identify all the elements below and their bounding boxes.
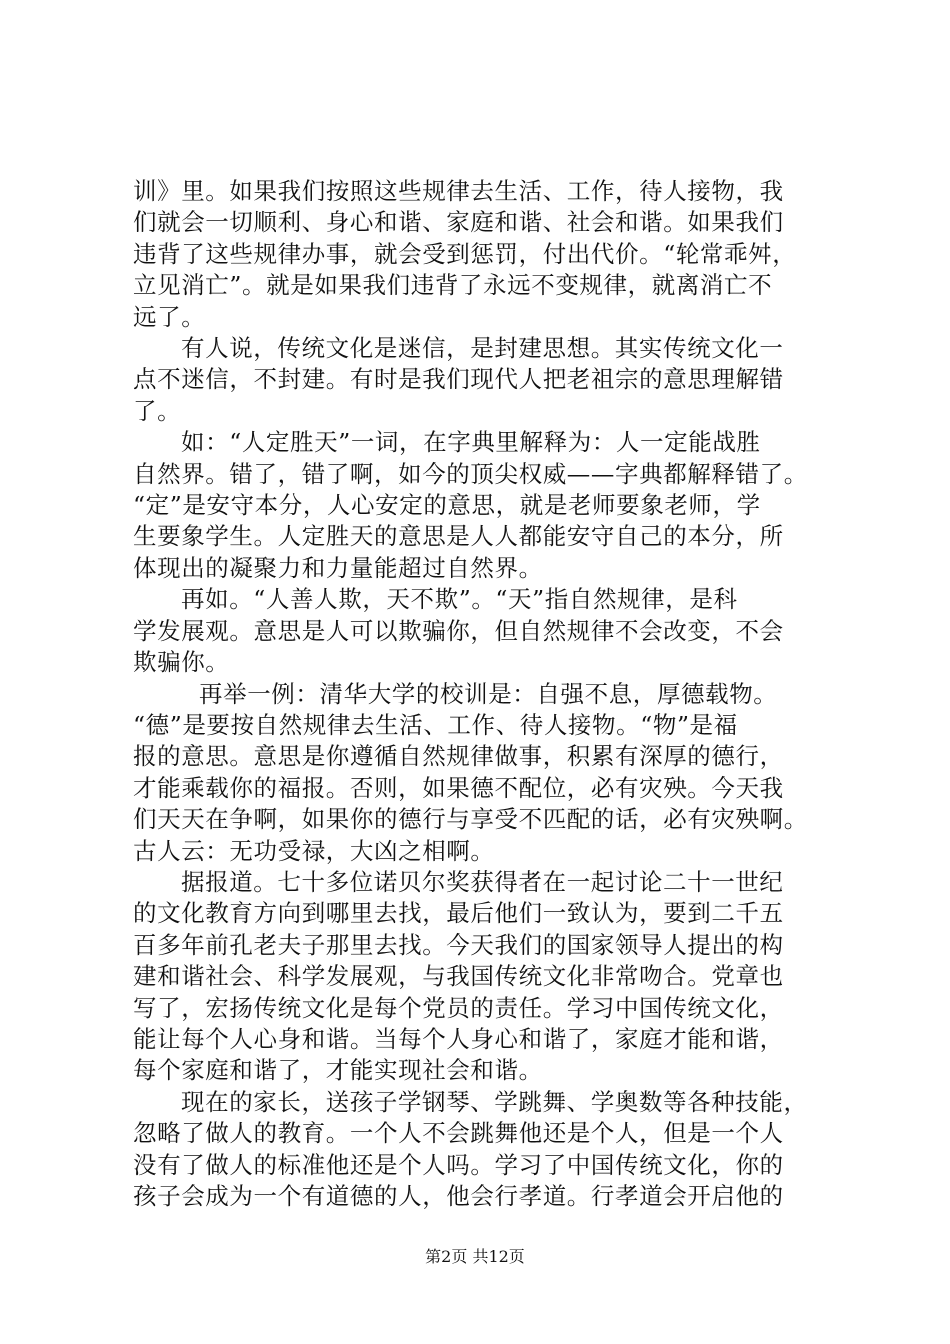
text-line: 忽略了做人的教育。一个人不会跳舞他还是个人，但是一个人 xyxy=(133,1119,784,1148)
text-line: 报的意思。意思是你遵循自然规律做事，积累有深厚的德行， xyxy=(133,742,784,771)
text-line: 每个家庭和谐了，才能实现社会和谐。 xyxy=(133,1056,543,1085)
text-line: 们天天在争啊，如果你的德行与享受不匹配的话，必有灾殃啊。 xyxy=(133,805,808,834)
text-line: 百多年前孔老夫子那里去找。今天我们的国家领导人提出的构 xyxy=(133,930,784,959)
document-body xyxy=(133,176,829,1212)
text-line: 了。 xyxy=(133,396,182,425)
text-line: 没有了做人的标准他还是个人吗。学习了中国传统文化，你的 xyxy=(133,1150,784,1179)
page-number-footer: 第2页 共12页 xyxy=(425,1247,525,1266)
text-line: 再如。“人善人欺，天不欺”。“天”指自然规律，是科 xyxy=(181,585,738,614)
text-line: 能让每个人心身和谐。当每个人身心和谐了，家庭才能和谐， xyxy=(133,1024,784,1053)
text-line: 立见消亡”。就是如果我们违背了永远不变规律，就离消亡不 xyxy=(133,271,773,300)
text-line: 生要象学生。人定胜天的意思是人人都能安守自己的本分，所 xyxy=(133,522,784,551)
text-line: 如：“人定胜天”一词，在字典里解释为：人一定能战胜 xyxy=(181,428,761,457)
text-line: 再举一例：清华大学的校训是：自强不息，厚德载物。 xyxy=(199,679,778,708)
text-line: 违背了这些规律办事，就会受到惩罚，付出代价。“轮常乖舛， xyxy=(133,239,797,268)
text-line: 点不迷信，不封建。有时是我们现代人把老祖宗的意思理解错 xyxy=(133,365,784,394)
text-line: 现在的家长，送孩子学钢琴、学跳舞、学奥数等各种技能， xyxy=(181,1087,808,1116)
text-line: 的文化教育方向到哪里去找，最后他们一致认为，要到二千五 xyxy=(133,899,784,928)
text-line: 体现出的凝聚力和力量能超过自然界。 xyxy=(133,553,543,582)
text-line: 才能乘载你的福报。否则，如果德不配位，必有灾殃。今天我 xyxy=(133,773,784,802)
text-line: 们就会一切顺利、身心和谐、家庭和谐、社会和谐。如果我们 xyxy=(133,208,784,237)
text-line: 远了。 xyxy=(133,302,206,331)
text-line: 训》里。如果我们按照这些规律去生活、工作，待人接物，我 xyxy=(133,177,784,205)
text-line: 写了，宏扬传统文化是每个党员的责任。学习中国传统文化， xyxy=(133,993,784,1022)
text-line: 建和谐社会、科学发展观，与我国传统文化非常吻合。党章也 xyxy=(133,962,784,991)
text-line: “定”是安守本分，人心安定的意思，就是老师要象老师，学 xyxy=(133,491,761,520)
text-line: 学发展观。意思是人可以欺骗你，但自然规律不会改变，不会 xyxy=(133,616,784,645)
text-line: 自然界。错了，错了啊，如今的顶尖权威——字典都解释错了。 xyxy=(133,459,808,488)
text-line: “德”是要按自然规律去生活、工作、待人接物。“物”是福 xyxy=(133,710,738,739)
text-line: 古人云：无功受禄，大凶之相啊。 xyxy=(133,836,495,865)
text-line: 孩子会成为一个有道德的人，他会行孝道。行孝道会开启他的 xyxy=(133,1182,784,1210)
text-line: 欺骗你。 xyxy=(133,648,230,677)
text-line: 据报道。七十多位诺贝尔奖获得者在一起讨论二十一世纪 xyxy=(181,867,784,896)
text-line: 有人说，传统文化是迷信，是封建思想。其实传统文化一 xyxy=(181,334,784,363)
